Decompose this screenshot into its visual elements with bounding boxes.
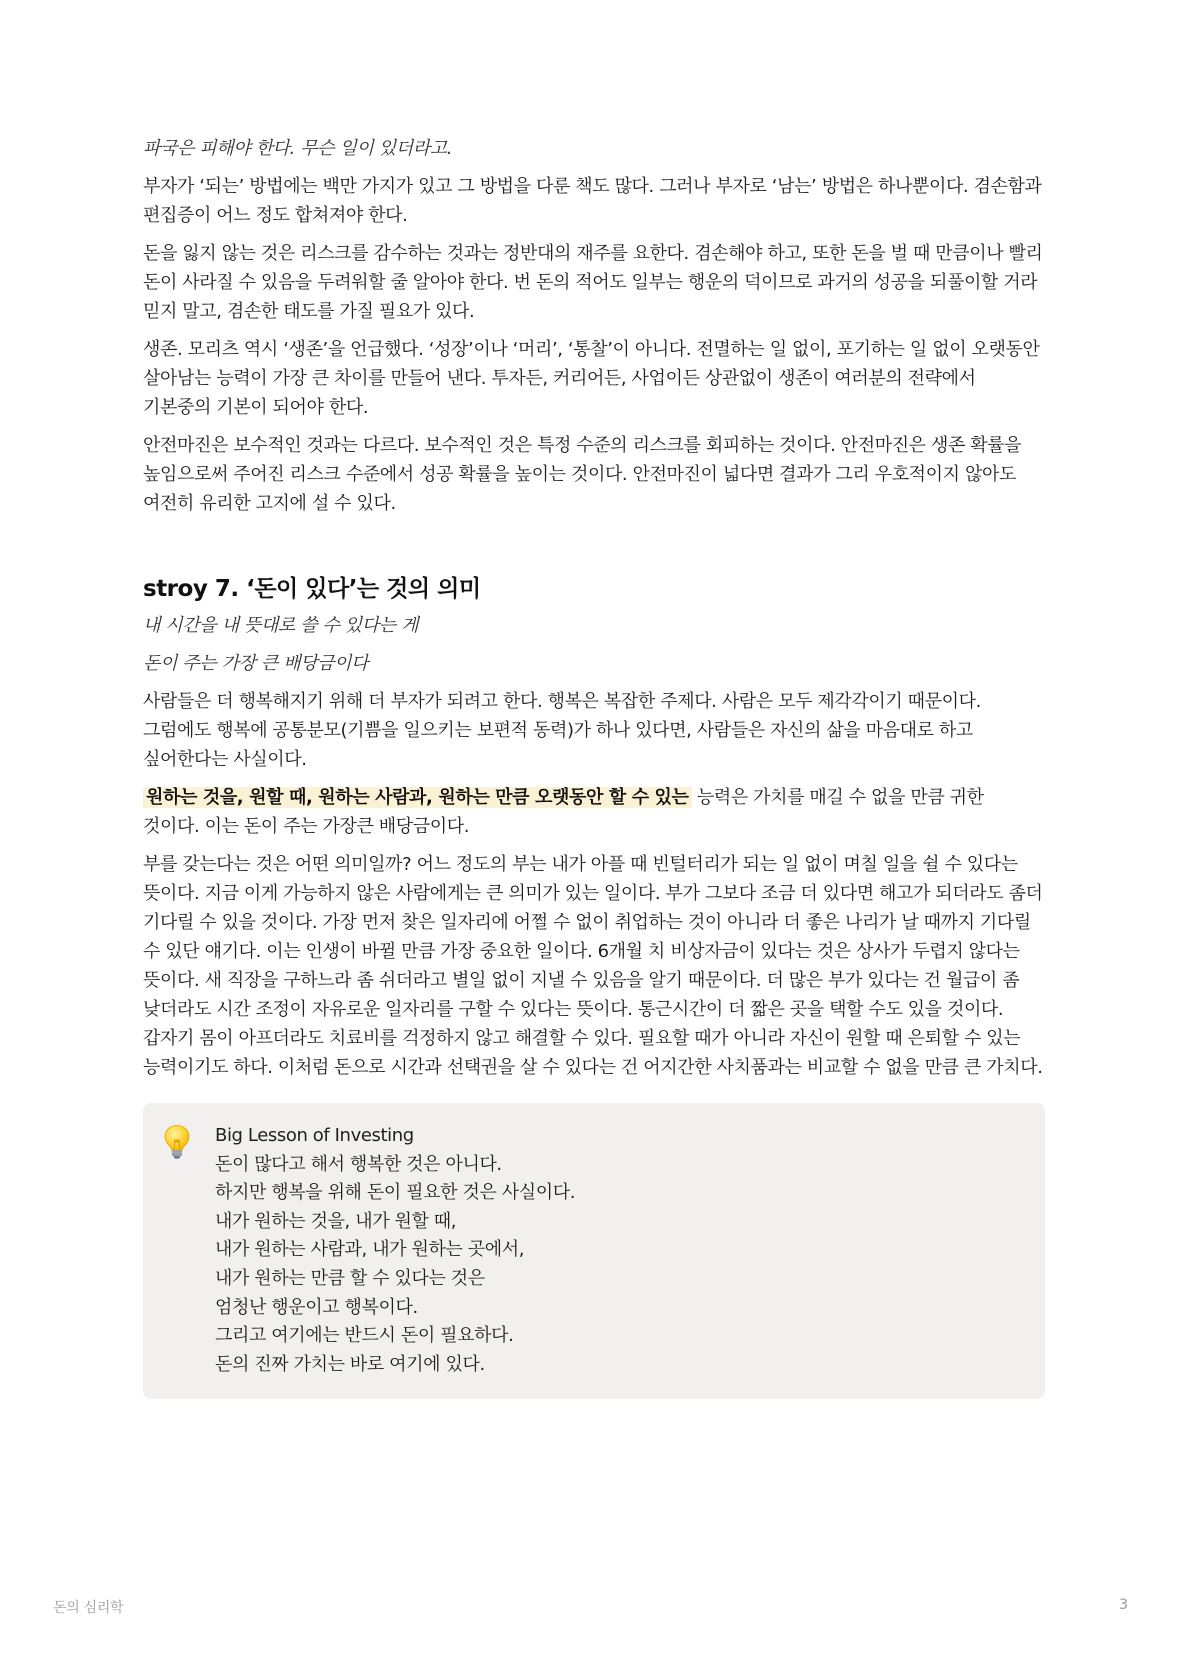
page-content (143, 134, 1045, 1399)
section-subtitle: 돈이 주는 가장 큰 배당금이다 (143, 653, 369, 674)
paragraph: 안전마진은 보수적인 것과는 다르다. 보수적인 것은 특정 수준의 리스크를 회피하는 것이다. 안전마진은 생존 확률을 높임으로써 주어진 리스크 수준에서 성공 확률을 높이는 것이다. 안전마진이 넓다면 결과가 그리 우호적이지 않아도 여전히 유리한 고지에 설 수 있다. (143, 435, 1022, 514)
paragraph: 돈을 잃지 않는 것은 리스크를 감수하는 것과는 정반대의 재주를 요한다. 겸손해야 하고, 또한 돈을 벌 때 만큼이나 빨리 돈이 사라질 수 있음을 두려워할 줄 알아야 한다. 번 돈의 적어도 일부는 행운의 덕이므로 과거의 성공을 되풀이할 거라 믿지 말고, 겸손한 태도를 가질 필요가 있다. (143, 243, 1043, 322)
footer-page-number: 3 (1119, 1597, 1128, 1613)
callout-line: 돈의 진짜 가치는 바로 여기에 있다. (215, 1353, 485, 1375)
callout-line: 내가 원하는 사람과, 내가 원하는 곳에서, (215, 1239, 525, 1261)
highlighted-text: 원하는 것을, 원할 때, 원하는 사람과, 원하는 만큼 오랫동안 할 수 있는 (143, 787, 692, 808)
highlighted-paragraph (143, 783, 1045, 841)
callout-line: 돈이 많다고 해서 행복한 것은 아니다. (215, 1153, 502, 1175)
paragraph: 부자가 ‘되는’ 방법에는 백만 가지가 있고 그 방법을 다룬 책도 많다. 그러나 부자로 ‘남는’ 방법은 하나뿐이다. 겸손함과 편집증이 어느 정도 합쳐져야 한다. (143, 176, 1042, 226)
callout-line: 하지만 행복을 위해 돈이 필요한 것은 사실이다. (215, 1182, 576, 1204)
paragraph: 사람들은 더 행복해지기 위해 더 부자가 되려고 한다. 행복은 복잡한 주제다. 사람은 모두 제각각이기 때문이다. 그럼에도 행복에 공통분모(기쁨을 일으키는 보편적 동력)가 하나 있다면, 사람들은 자신의 삶을 마음대로 하고 싶어한다는 사실이다. (143, 691, 981, 770)
paragraph: 부를 갖는다는 것은 어떤 의미일까? 어느 정도의 부는 내가 아플 때 빈털터리가 되는 일 없이 며칠 일을 쉴 수 있다는 뜻이다. 지금 이게 가능하지 않은 사람에게는 큰 의미가 있는 일이다. 부가 그보다 조금 더 있다면 해고가 되더라도 좀더 기다릴 수 있을 것이다. 가장 먼저 찾은 일자리에 어쩔 수 없이 취업하는 것이 아니라 더 좋은 나리가 날 때까지 기다릴 수 있단 얘기다. 이는 인생이 바뀔 만큼 가장 중요한 일이다. 6개월 치 비상자금이 있다는 것은 상사가 두렵지 않다는 뜻이다. 새 직장을 구하느라 좀 쉬더라고 별일 없이 지낼 수 있음을 알기 때문이다. 더 많은 부가 있다는 건 월급이 좀 낮더라도 시간 조정이 자유로운 일자리를 구할 수 있다는 뜻이다. 통근시간이 더 짧은 곳을 택할 수도 있을 것이다. 갑자기 몸이 아프더라도 치료비를 걱정하지 않고 해결할 수 있다. 필요할 때가 아니라 자신이 원할 때 은퇴할 수 있는 능력이기도 하다. 이처럼 돈으로 시간과 선택권을 살 수 있다는 건 어지간한 사치품과는 비교할 수 없을 만큼 큰 가치다. (143, 854, 1043, 1078)
section-subtitle: 내 시간을 내 뜻대로 쓸 수 있다는 게 (143, 615, 419, 636)
callout-box (143, 1103, 1045, 1399)
callout-line: 엄청난 행운이고 행복이다. (215, 1296, 418, 1318)
lightbulb-icon (163, 1122, 193, 1164)
callout-title: Big Lesson of Investing (215, 1125, 414, 1146)
callout-body (215, 1122, 575, 1379)
callout-line: 그리고 여기에는 반드시 돈이 필요하다. (215, 1325, 514, 1347)
section-heading: stroy 7. ‘돈이 있다’는 것의 의미 (143, 576, 481, 602)
callout-line: 내가 원하는 것을, 내가 원할 때, (215, 1210, 457, 1232)
footer-book-title: 돈의 심리학 (53, 1600, 124, 1616)
callout-line: 내가 원하는 만큼 할 수 있다는 것은 (215, 1267, 485, 1289)
intro-quote: 파국은 피해야 한다. 무슨 일이 있더라고. (143, 138, 453, 159)
paragraph-text: 능력은 가치를 매길 수 없을 만큼 귀한 것이다. 이는 돈이 주는 가장큰 배당금이다. (143, 787, 984, 837)
paragraph: 생존. 모리츠 역시 ‘생존’을 언급했다. ‘성장’이나 ‘머리’, ‘통찰’이 아니다. 전멸하는 일 없이, 포기하는 일 없이 오랫동안 살아남는 능력이 가장 큰 차이를 만들어 낸다. 투자든, 커리어든, 사업이든 상관없이 생존이 여러분의 전략에서 기본중의 기본이 되어야 한다. (143, 339, 1040, 418)
